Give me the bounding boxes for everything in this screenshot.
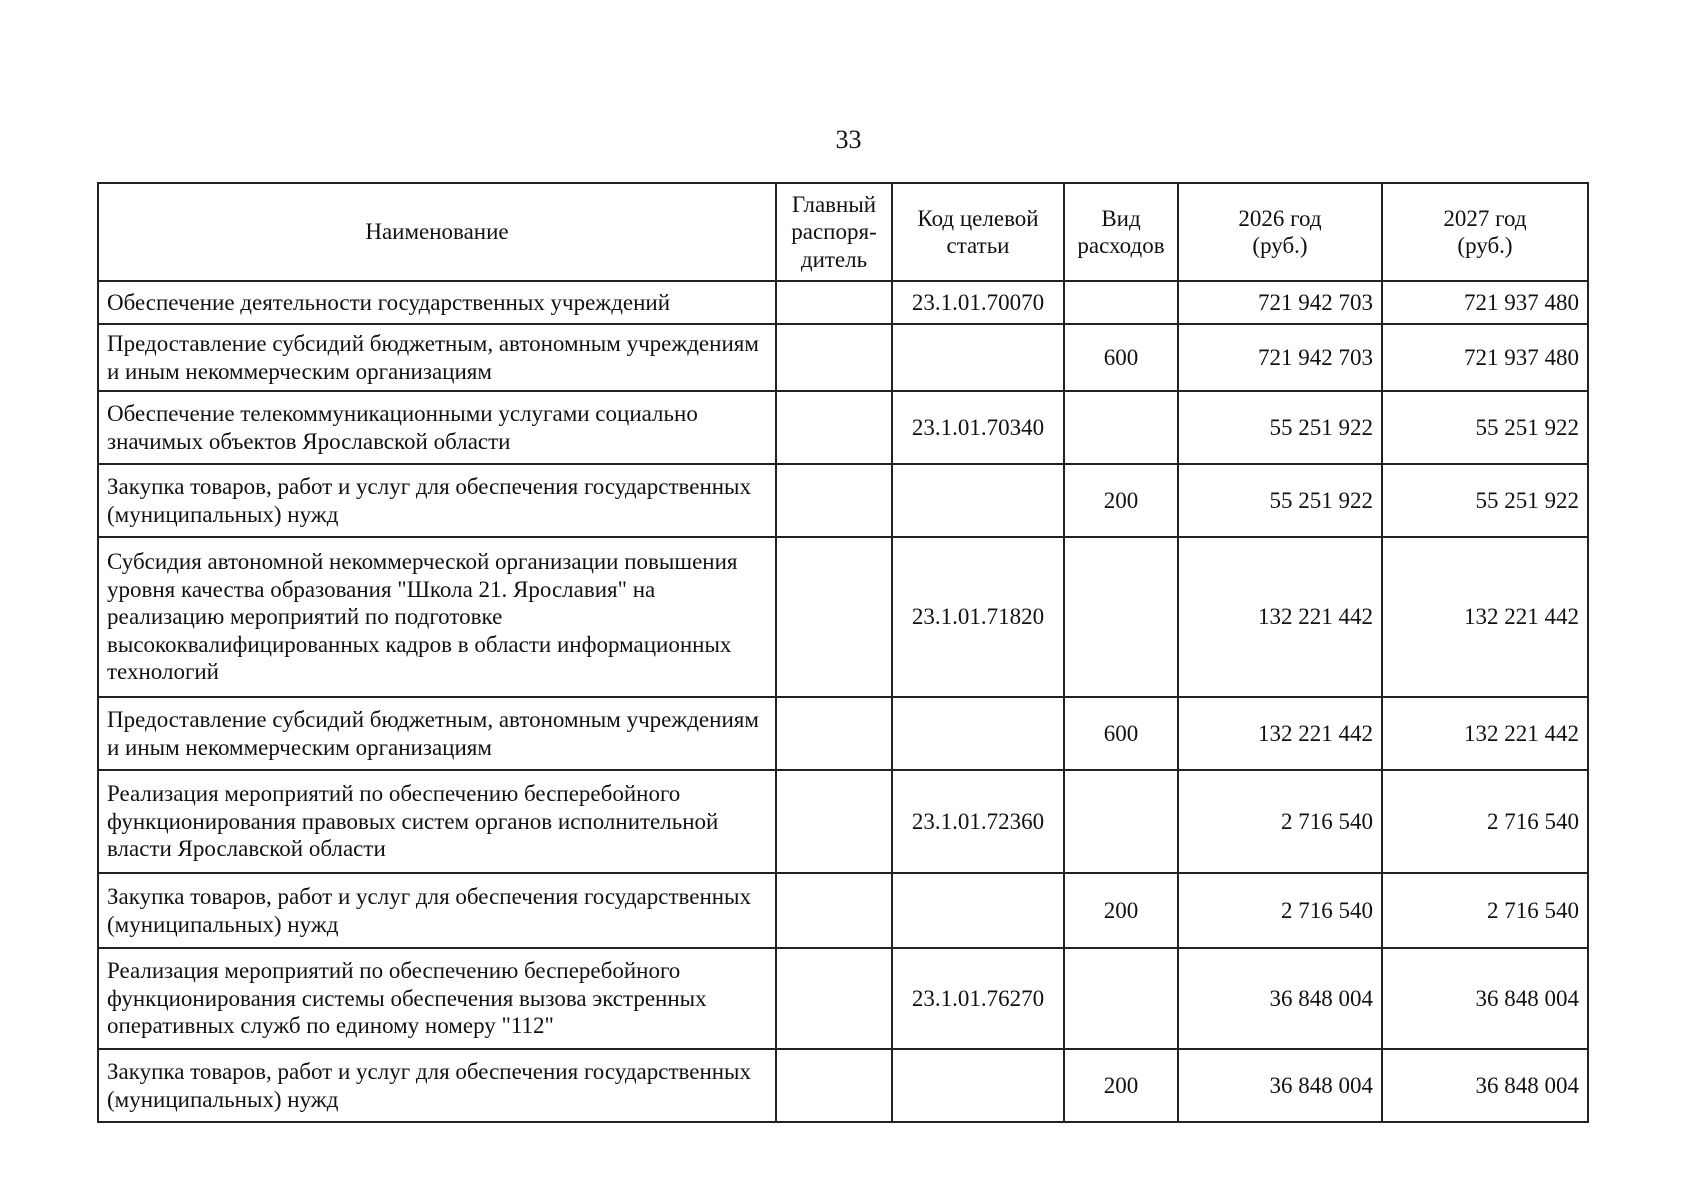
row-2027: 132 221 442 [1382, 537, 1588, 697]
table-row [98, 391, 1588, 464]
row-2026: 721 942 703 [1178, 281, 1382, 324]
budget-table [97, 182, 1589, 1123]
row-2026: 132 221 442 [1178, 697, 1382, 770]
row-code: 23.1.01.70070 [892, 281, 1064, 324]
row-name: Закупка товаров, работ и услуг для обеспечения государственных (муниципальных) нужд [98, 1049, 776, 1122]
table-row [98, 873, 1588, 948]
row-2027: 721 937 480 [1382, 281, 1588, 324]
row-name: Субсидия автономной некоммерческой организации повышения уровня качества образования "Школа 21. Ярославия" на реализацию мероприятий по подготовке высококвалифицированных кадров в области информационных технологий [98, 537, 776, 697]
row-vid [1064, 770, 1178, 873]
row-vid [1064, 281, 1178, 324]
row-name: Обеспечение деятельности государственных учреждений [98, 281, 776, 324]
page-number: 33 [835, 125, 862, 154]
row-code: 23.1.01.70340 [892, 391, 1064, 464]
header-vid: Вид расходов [1064, 183, 1178, 281]
row-2026: 2 716 540 [1178, 770, 1382, 873]
row-2027: 55 251 922 [1382, 464, 1588, 537]
header-name: Наименование [98, 183, 776, 281]
row-manager [776, 391, 892, 464]
row-code [892, 873, 1064, 948]
row-code [892, 324, 1064, 391]
row-vid [1064, 948, 1178, 1049]
row-2026: 721 942 703 [1178, 324, 1382, 391]
row-manager [776, 697, 892, 770]
header-2026: 2026 год (руб.) [1178, 183, 1382, 281]
row-2026: 2 716 540 [1178, 873, 1382, 948]
row-2027: 2 716 540 [1382, 873, 1588, 948]
table-row [98, 464, 1588, 537]
row-manager [776, 770, 892, 873]
row-code: 23.1.01.76270 [892, 948, 1064, 1049]
row-vid [1064, 537, 1178, 697]
row-2027: 55 251 922 [1382, 391, 1588, 464]
row-code [892, 697, 1064, 770]
header-manager: Главный распоря- дитель [776, 183, 892, 281]
row-2027: 721 937 480 [1382, 324, 1588, 391]
row-2027: 36 848 004 [1382, 1049, 1588, 1122]
row-manager [776, 324, 892, 391]
row-name: Обеспечение телекоммуникационными услугами социально значимых объектов Ярославской области [98, 391, 776, 464]
row-vid: 600 [1064, 697, 1178, 770]
table-row [98, 1049, 1588, 1122]
row-name: Предоставление субсидий бюджетным, автономным учреждениям и иным некоммерческим организациям [98, 697, 776, 770]
row-2026: 55 251 922 [1178, 464, 1382, 537]
table-row [98, 948, 1588, 1049]
header-2027: 2027 год (руб.) [1382, 183, 1588, 281]
row-2026: 132 221 442 [1178, 537, 1382, 697]
row-manager [776, 1049, 892, 1122]
table-row [98, 697, 1588, 770]
row-manager [776, 537, 892, 697]
row-code [892, 1049, 1064, 1122]
row-manager [776, 948, 892, 1049]
row-manager [776, 281, 892, 324]
row-code: 23.1.01.71820 [892, 537, 1064, 697]
row-vid: 200 [1064, 464, 1178, 537]
row-vid: 600 [1064, 324, 1178, 391]
row-2027: 2 716 540 [1382, 770, 1588, 873]
row-2026: 36 848 004 [1178, 1049, 1382, 1122]
table-row [98, 324, 1588, 391]
row-2026: 36 848 004 [1178, 948, 1382, 1049]
row-name: Закупка товаров, работ и услуг для обеспечения государственных (муниципальных) нужд [98, 873, 776, 948]
row-2027: 36 848 004 [1382, 948, 1588, 1049]
row-2027: 132 221 442 [1382, 697, 1588, 770]
row-2026: 55 251 922 [1178, 391, 1382, 464]
table-row [98, 281, 1588, 324]
row-vid [1064, 391, 1178, 464]
row-manager [776, 873, 892, 948]
row-name: Реализация мероприятий по обеспечению бесперебойного функционирования системы обеспечения вызова экстренных оперативных служб по единому номеру "112" [98, 948, 776, 1049]
row-name: Закупка товаров, работ и услуг для обеспечения государственных (муниципальных) нужд [98, 464, 776, 537]
row-vid: 200 [1064, 1049, 1178, 1122]
row-manager [776, 464, 892, 537]
table-header-row [98, 183, 1588, 281]
row-vid: 200 [1064, 873, 1178, 948]
table-row [98, 770, 1588, 873]
row-code: 23.1.01.72360 [892, 770, 1064, 873]
header-code: Код целевой статьи [892, 183, 1064, 281]
table-row [98, 537, 1588, 697]
row-name: Реализация мероприятий по обеспечению бесперебойного функционирования правовых систем органов исполнительной власти Ярославской области [98, 770, 776, 873]
row-name: Предоставление субсидий бюджетным, автономным учреждениям и иным некоммерческим организациям [98, 324, 776, 391]
row-code [892, 464, 1064, 537]
